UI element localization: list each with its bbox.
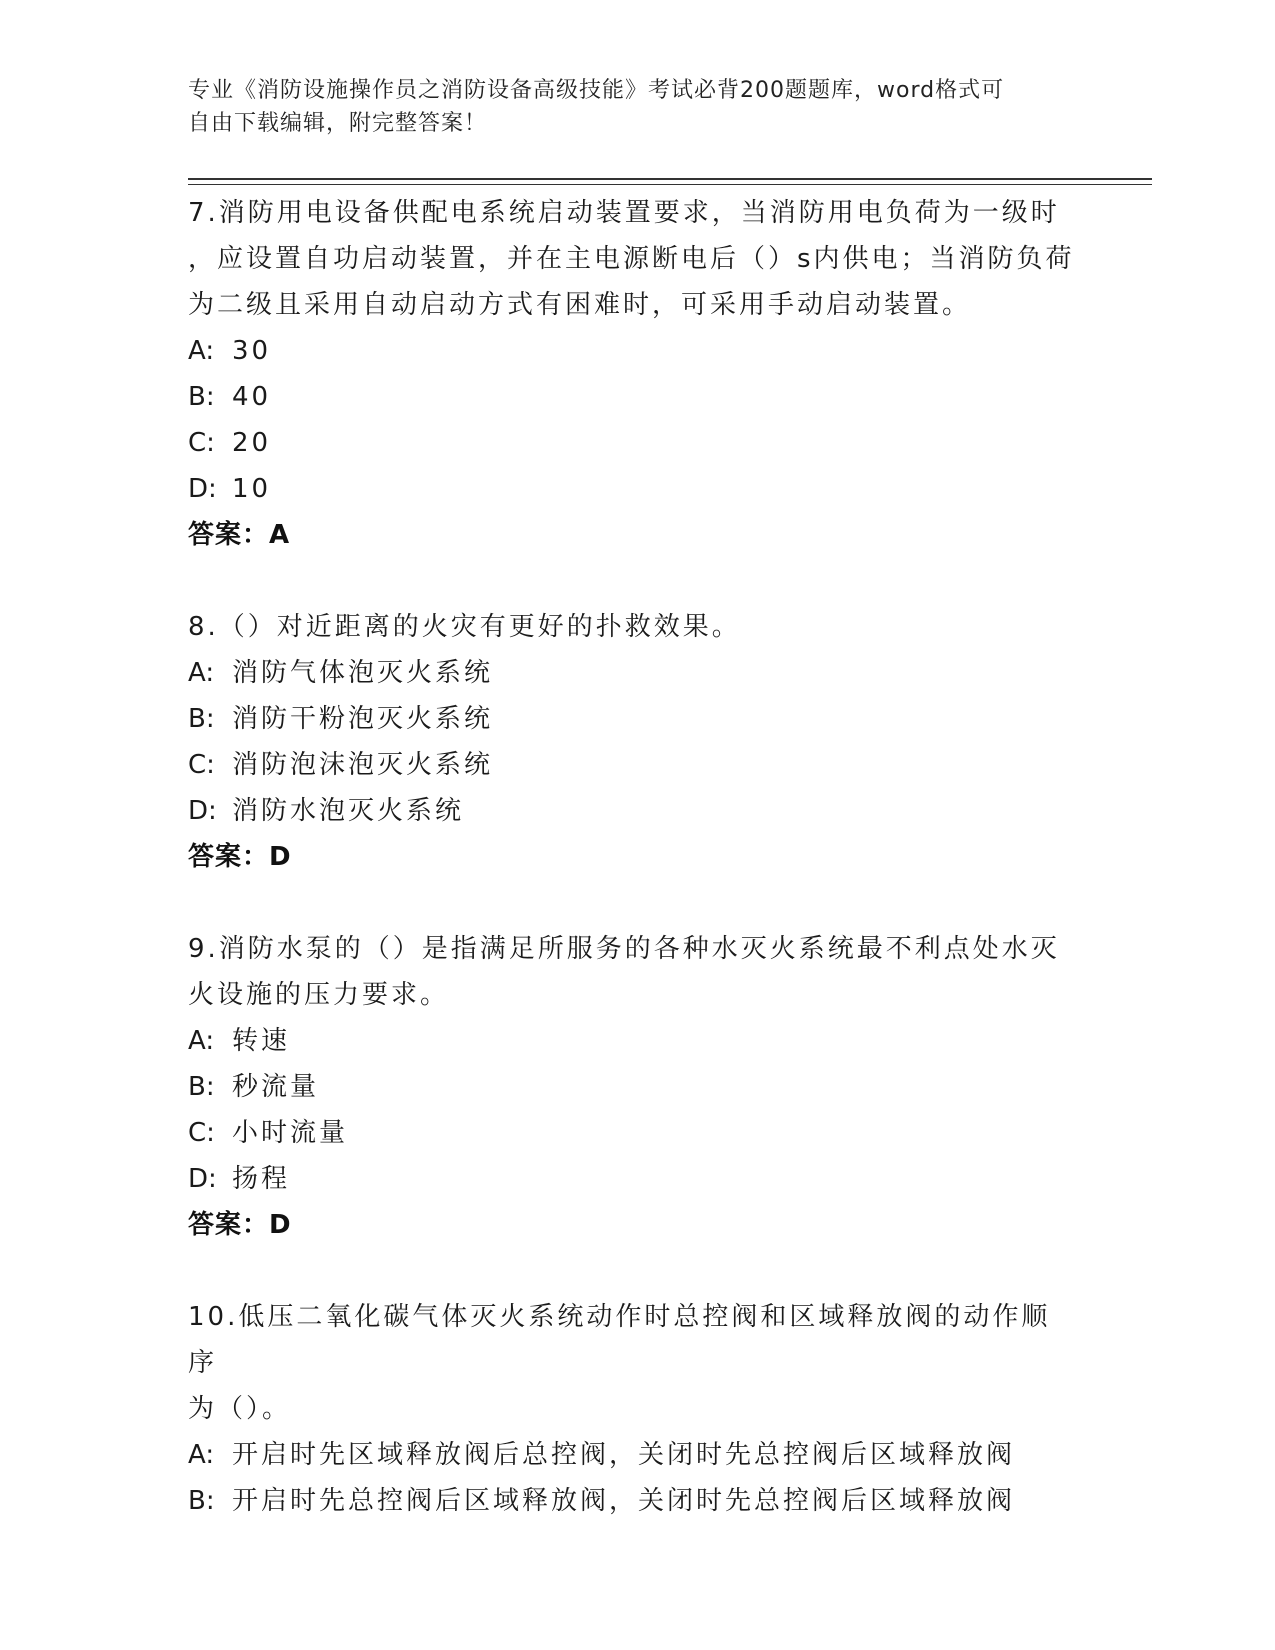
question-text-line: 10.低压二氧化碳气体灭火系统动作时总控阀和区域释放阀的动作顺序 [188,1302,1051,1378]
option-letter: D: [188,1164,217,1194]
question-text-line: 7.消防用电设备供配电系统启动装置要求，当消防用电负荷为一级时 [188,198,1060,228]
option-text: 30 [232,336,272,366]
option-letter: A: [188,658,215,688]
option-d [188,466,1088,512]
option-text: 开启时先总控阀后区域释放阀，关闭时先总控阀后区域释放阀 [232,1486,1016,1516]
option-text: 消防水泡灭火系统 [232,796,465,826]
option-letter: D: [188,796,217,826]
option-text: 消防气体泡灭火系统 [232,658,494,688]
option-text: 转速 [232,1026,291,1056]
option-text: 消防泡沫泡灭火系统 [232,750,494,780]
option-c [188,1110,1088,1156]
header-divider-thin [188,184,1152,185]
question-list [188,190,1088,1524]
question-7 [188,190,1088,558]
option-text: 扬程 [232,1164,291,1194]
question-10 [188,1294,1088,1524]
option-letter: C: [188,1118,215,1148]
option-text: 20 [232,428,272,458]
answer: 答案：D [188,842,292,872]
question-text-line: 9.消防水泵的（）是指满足所服务的各种水灭火系统最不利点处水灭 [188,934,1060,964]
question-9 [188,926,1088,1248]
option-text: 小时流量 [232,1118,349,1148]
option-letter: C: [188,750,215,780]
option-a [188,1018,1088,1064]
header-line-2: 自由下载编辑，附完整答案！ [188,111,488,136]
option-b [188,696,1088,742]
spacer [188,558,1088,604]
option-b [188,1064,1088,1110]
option-letter: B: [188,704,215,734]
option-c [188,420,1088,466]
question-8 [188,604,1088,880]
option-text: 10 [232,474,272,504]
option-c [188,742,1088,788]
option-text: 40 [232,382,272,412]
option-a [188,650,1088,696]
question-text-line: 为（）。 [188,1394,292,1424]
option-letter: A: [188,1440,215,1470]
option-letter: A: [188,1026,215,1056]
header-divider-thick [188,178,1152,180]
option-letter: C: [188,428,215,458]
answer: 答案：A [188,520,291,550]
option-d [188,1156,1088,1202]
spacer [188,1248,1088,1294]
spacer [188,880,1088,926]
option-b [188,374,1088,420]
option-b [188,1478,1088,1524]
question-text-line: ，应设置自功启动装置，并在主电源断电后（）s内供电；当消防负荷 [188,244,1075,274]
option-text: 秒流量 [232,1072,320,1102]
header-line-1: 专业《消防设施操作员之消防设备高级技能》考试必背200题题库，word格式可 [188,78,1005,103]
document-header [188,74,1078,140]
option-text: 开启时先区域释放阀后总控阀，关闭时先总控阀后区域释放阀 [232,1440,1016,1470]
question-text-line: 为二级且采用自动启动方式有困难时，可采用手动启动装置。 [188,290,972,320]
option-letter: B: [188,1072,215,1102]
option-a [188,328,1088,374]
option-letter: D: [188,474,217,504]
option-a [188,1432,1088,1478]
option-letter: A: [188,336,215,366]
option-d [188,788,1088,834]
question-text-line: 火设施的压力要求。 [188,980,450,1010]
option-letter: B: [188,1486,215,1516]
question-text-line: 8.（）对近距离的火灾有更好的扑救效果。 [188,612,741,642]
option-letter: B: [188,382,215,412]
answer: 答案：D [188,1210,292,1240]
option-text: 消防干粉泡灭火系统 [232,704,494,734]
